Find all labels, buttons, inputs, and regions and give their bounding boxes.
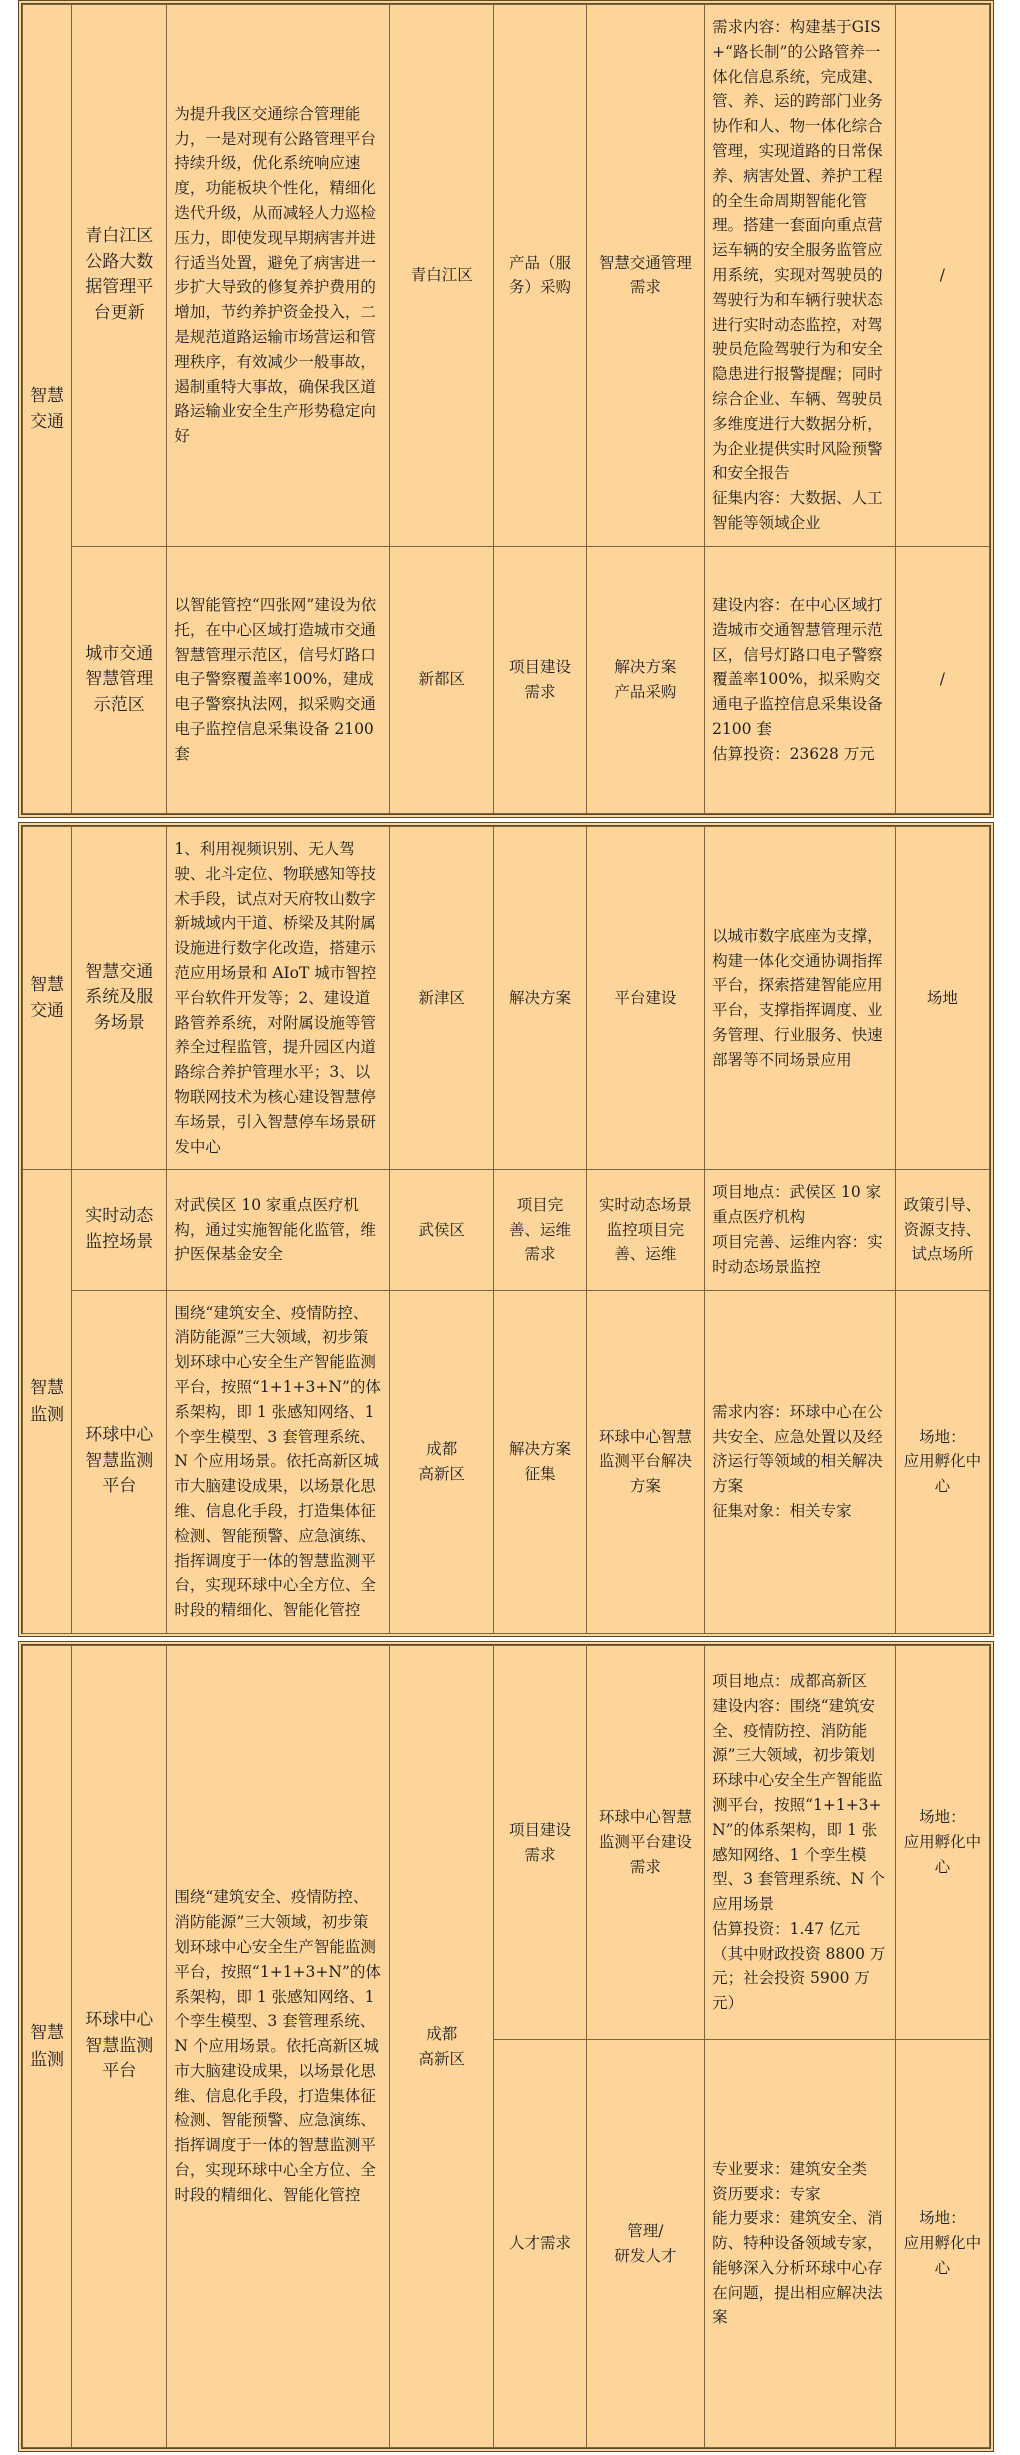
demand-type: 人才需求 bbox=[494, 2040, 586, 2448]
demand-type: 解决方案征集 bbox=[494, 1290, 586, 1633]
project-name: 城市交通智慧管理示范区 bbox=[72, 546, 167, 813]
project-name: 实时动态监控场景 bbox=[72, 1170, 167, 1290]
demand-content: 需求内容：构建基于GIS+“路长制”的公路管养一体化信息系统，完成建、管、养、运的跨部门业务协作和人、物一体化综合管理，实现道路的日常保养、病害处置、养护工程的全生命周期智能化管理。搭建一套面向重点营运车辆的安全服务监管应用系统，实现对驾驶员的驾驶行为和车辆行驶状态进行实时动态监控，对驾驶员危险驾驶行为和安全隐患进行报警提醒；同时综合企业、车辆、驾驶员多维度进行大数据分析，为企业提供实时风险预警和安全报告 征集内容：大数据、人工智能等领域企业 bbox=[705, 5, 896, 547]
district: 青白江区 bbox=[390, 5, 494, 547]
project-background: 以智能管控“四张网”建设为依托，在中心区域打造城市交通智慧管理示范区，信号灯路口电子警察覆盖率100%，建成电子警察执法网，拟采购交通电子监控信息采集设备 2100 套 bbox=[167, 546, 390, 813]
support-cell: 政策引导、资源支持、试点场所 bbox=[895, 1170, 989, 1290]
demand-content: 建设内容：在中心区域打造城市交通智慧管理示范区，信号灯路口电子警察覆盖率100%，拟采购交通电子监控信息采集设备 2100 套 估算投资：23628 万元 bbox=[705, 546, 896, 813]
district: 成都 高新区 bbox=[390, 1646, 494, 2448]
project-name: 环球中心智慧监测平台 bbox=[72, 1646, 167, 2448]
district: 成都 高新区 bbox=[390, 1290, 494, 1633]
table-block-3 bbox=[18, 1641, 994, 2452]
support-cell: 场地： 应用孵化中心 bbox=[895, 1290, 989, 1633]
demand-type: 项目建设需求 bbox=[494, 546, 586, 813]
demand-type: 项目完善、运维需求 bbox=[494, 1170, 586, 1290]
demand-content: 专业要求：建筑安全类 资历要求：专家 能力要求：建筑安全、消防、特种设备领域专家，能够深入分析环球中心存在问题，提出相应解决法案 bbox=[705, 2040, 896, 2448]
demand-category: 智慧交通管理需求 bbox=[586, 5, 704, 547]
support-cell: / bbox=[895, 5, 989, 547]
support-cell: / bbox=[895, 546, 989, 813]
demand-type: 项目建设需求 bbox=[494, 1646, 586, 2040]
support-cell: 场地： 应用孵化中心 bbox=[895, 2040, 989, 2448]
district: 武侯区 bbox=[390, 1170, 494, 1290]
demand-category: 管理/ 研发人才 bbox=[586, 2040, 704, 2448]
project-background: 围绕“建筑安全、疫情防控、消防能源”三大领域，初步策划环球中心安全生产智能监测平台，按照“1+1+3+N”的体系架构，即 1 张感知网络、1 个孪生模型、3 套管理系统、N 个应用场景。依托高新区城市大脑建设成果，以场景化思维、信息化手段，打造集体征检测、智能预警、应急演练、指挥调度于一体的智慧监测平台，实现环球中心全方位、全时段的精细化、智能化管控 bbox=[167, 1290, 390, 1633]
project-name: 智慧交通系统及服务场景 bbox=[72, 827, 167, 1170]
support-cell: 场地： 应用孵化中心 bbox=[895, 1646, 989, 2040]
demand-type: 产品（服务）采购 bbox=[494, 5, 586, 547]
demand-category: 平台建设 bbox=[586, 827, 704, 1170]
project-name: 环球中心智慧监测平台 bbox=[72, 1290, 167, 1633]
demand-category: 解决方案 产品采购 bbox=[586, 546, 704, 813]
category-cell: 智慧监测 bbox=[23, 1170, 72, 1634]
demand-content: 以城市数字底座为支撑，构建一体化交通协调指挥平台，探索搭建智能应用平台，支撑指挥调度、业务管理、行业服务、快速部署等不同场景应用 bbox=[705, 827, 896, 1170]
demand-category: 环球中心智慧监测平台解决方案 bbox=[586, 1290, 704, 1633]
demand-content: 项目地点：成都高新区 建设内容：围绕“建筑安全、疫情防控、消防能源”三大领域，初步策划环球中心安全生产智能监测平台，按照“1+1+3+N”的体系架构，即 1 张感知网络、1 个孪生模型、3 套管理系统、N 个应用场景 估算投资：1.47 亿元（其中财政投资 8800 万元；社会投资 5900 万元） bbox=[705, 1646, 896, 2040]
project-background: 围绕“建筑安全、疫情防控、消防能源”三大领域，初步策划环球中心安全生产智能监测平台，按照“1+1+3+N”的体系架构，即 1 张感知网络、1 个孪生模型、3 套管理系统、N 个应用场景。依托高新区城市大脑建设成果，以场景化思维、信息化手段，打造集体征检测、智能预警、应急演练、指挥调度于一体的智慧监测平台，实现环球中心全方位、全时段的精细化、智能化管控 bbox=[167, 1646, 390, 2448]
category-cell: 智慧交通 bbox=[23, 5, 72, 814]
category-cell: 智慧监测 bbox=[23, 1646, 72, 2448]
demand-category: 环球中心智慧监测平台建设需求 bbox=[586, 1646, 704, 2040]
demand-category: 实时动态场景监控项目完善、运维 bbox=[586, 1170, 704, 1290]
category-cell: 智慧交通 bbox=[23, 827, 72, 1170]
table-block-2 bbox=[18, 822, 994, 1637]
project-name: 青白江区公路大数据管理平台更新 bbox=[72, 5, 167, 547]
project-background: 为提升我区交通综合管理能力，一是对现有公路管理平台持续升级，优化系统响应速度，功能板块个性化，精细化迭代升级，从而减轻人力巡检压力，即使发现早期病害并进行适当处置，避免了病害进一步扩大导致的修复养护费用的增加，节约养护资金投入，二是规范道路运输市场营运和管理秩序，有效减少一般事故，遏制重特大事故，确保我区道路运输业安全生产形势稳定向好 bbox=[167, 5, 390, 547]
project-background: 1、利用视频识别、无人驾驶、北斗定位、物联感知等技术手段，试点对天府牧山数字新城域内干道、桥梁及其附属设施进行数字化改造，搭建示范应用场景和 AIoT 城市智控平台软件开发等；2、建设道路管养系统，对附属设施等管养全过程监管，提升园区内道路综合养护管理水平；3、以物联网技术为核心建设智慧停车场景，引入智慧停车场景研发中心 bbox=[167, 827, 390, 1170]
demand-content: 需求内容：环球中心在公共安全、应急处置以及经济运行等领域的相关解决方案 征集对象：相关专家 bbox=[705, 1290, 896, 1633]
project-background: 对武侯区 10 家重点医疗机构，通过实施智能化监管，维护医保基金安全 bbox=[167, 1170, 390, 1290]
support-cell: 场地 bbox=[895, 827, 989, 1170]
demand-type: 解决方案 bbox=[494, 827, 586, 1170]
district: 新都区 bbox=[390, 546, 494, 813]
district: 新津区 bbox=[390, 827, 494, 1170]
demand-content: 项目地点：武侯区 10 家重点医疗机构 项目完善、运维内容：实时动态场景监控 bbox=[705, 1170, 896, 1290]
table-block-1 bbox=[18, 0, 994, 818]
